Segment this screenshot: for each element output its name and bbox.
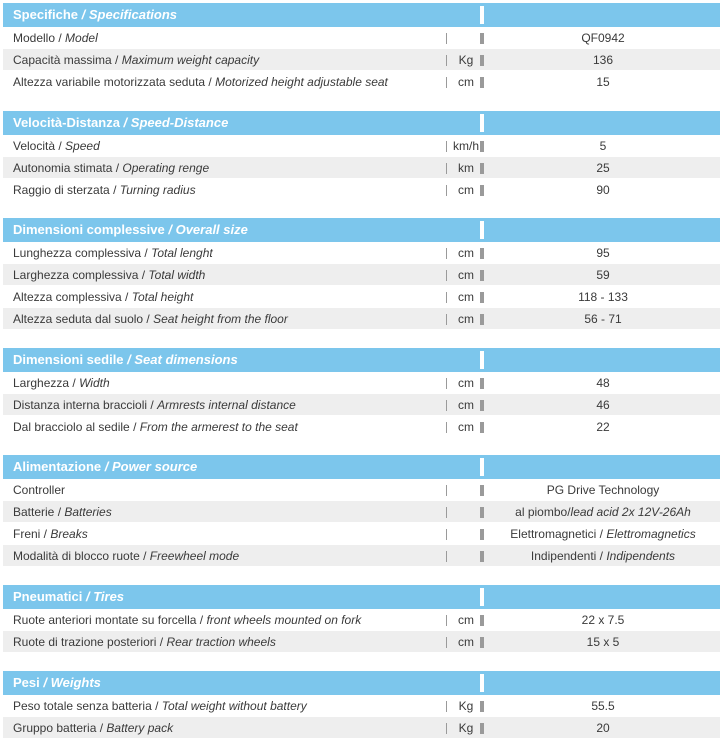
spec-label-en: Batteries: [64, 505, 112, 519]
spec-label-en: Width: [79, 376, 110, 390]
spec-value: [486, 695, 720, 717]
value-marker: [480, 551, 484, 562]
spec-value: [486, 49, 720, 71]
label-separator: /: [109, 183, 120, 197]
spec-value: [486, 27, 720, 49]
spec-value: [486, 71, 720, 93]
spec-value-main: 20: [596, 721, 610, 735]
section-title-it: Pesi: [13, 675, 40, 690]
spec-value: [486, 372, 720, 394]
section-title-en: Seat dimensions: [134, 352, 238, 367]
spec-section: [3, 348, 720, 438]
spec-value: [486, 286, 720, 308]
value-marker: [480, 77, 484, 88]
spec-value: [486, 609, 720, 631]
spec-label: [13, 523, 88, 545]
spec-value-main: 46: [596, 398, 610, 412]
spec-label: [13, 545, 239, 567]
spec-label-en: Seat height from the floor: [153, 312, 288, 326]
spec-unit: cm: [458, 398, 474, 412]
spec-value-main: Elettromagnetici /: [510, 527, 607, 541]
spec-label: [13, 416, 298, 438]
spec-label: [13, 135, 100, 157]
spec-unit: Kg: [458, 699, 474, 713]
spec-row: [3, 286, 720, 308]
value-marker: [480, 314, 484, 325]
label-separator: /: [205, 75, 216, 89]
spec-label: [13, 179, 196, 201]
spec-label-en: From the armerest to the seat: [139, 420, 298, 434]
spec-label-en: Turning radius: [119, 183, 196, 197]
value-marker: [480, 422, 484, 433]
spec-unit: cm: [458, 290, 474, 304]
spec-row: [3, 501, 720, 523]
spec-unit: cm: [458, 420, 474, 434]
spec-label: [13, 372, 110, 394]
spec-row: [3, 135, 720, 157]
spec-value-en: Indipendents: [606, 549, 676, 563]
spec-label-it: Peso totale senza batteria: [13, 699, 152, 713]
header-marker: [480, 674, 484, 692]
spec-unit: cm: [458, 312, 474, 326]
spec-label: [13, 631, 276, 653]
section-header: [3, 3, 720, 27]
spec-section: [3, 671, 720, 739]
spec-value-main: al piombo/: [515, 505, 571, 519]
header-marker: [480, 351, 484, 369]
label-separator: /: [138, 268, 149, 282]
label-separator: /: [196, 613, 207, 627]
spec-label-it: Controller: [13, 483, 66, 497]
spec-row: [3, 479, 720, 501]
spec-label-en: Total width: [148, 268, 206, 282]
value-marker: [480, 248, 484, 259]
spec-label: [13, 308, 288, 330]
spec-value: [486, 416, 720, 438]
spec-row: [3, 631, 720, 653]
spec-value-main: Indipendenti /: [530, 549, 607, 563]
spec-label: [13, 264, 205, 286]
spec-section: [3, 111, 720, 201]
spec-row: [3, 264, 720, 286]
label-separator: /: [69, 376, 80, 390]
spec-label-it: Autonomia stimata: [13, 161, 113, 175]
spec-section: [3, 218, 720, 330]
spec-label-it: Ruote anteriori montate su forcella: [13, 613, 197, 627]
section-title-en: Overall size: [175, 222, 248, 237]
value-marker: [480, 507, 484, 518]
spec-value: [486, 501, 720, 523]
spec-row: [3, 157, 720, 179]
spec-value-main: 55.5: [591, 699, 615, 713]
spec-row: [3, 27, 720, 49]
spec-row: [3, 717, 720, 739]
spec-label-en: Maximum weight capacity: [121, 53, 260, 67]
title-separator: /: [39, 675, 51, 690]
spec-value-main: 59: [596, 268, 610, 282]
spec-label-en: Total weight without battery: [161, 699, 307, 713]
spec-label-en: Model: [65, 31, 98, 45]
spec-unit: cm: [458, 635, 474, 649]
title-separator: /: [123, 352, 135, 367]
spec-row: [3, 609, 720, 631]
section-header: [3, 455, 720, 479]
spec-label-en: Armrests internal distance: [157, 398, 296, 412]
spec-value: [486, 264, 720, 286]
section-header: [3, 348, 720, 372]
section-header: [3, 218, 720, 242]
spec-label-en: front wheels mounted on fork: [206, 613, 362, 627]
spec-label-it: Batterie: [13, 505, 55, 519]
section-header: [3, 111, 720, 135]
spec-row: [3, 695, 720, 717]
spec-value-main: PG Drive Technology: [546, 483, 660, 497]
label-separator: /: [141, 246, 152, 260]
spec-unit: km/h: [452, 139, 479, 153]
spec-row: [3, 179, 720, 201]
spec-row: [3, 545, 720, 567]
spec-label: [13, 717, 173, 739]
spec-label: [13, 609, 361, 631]
spec-label: [13, 27, 98, 49]
spec-value-main: 56 - 71: [584, 312, 622, 326]
value-marker: [480, 400, 484, 411]
spec-value-main: QF0942: [581, 31, 625, 45]
spec-label-en: Operating renge: [122, 161, 210, 175]
spec-value: [486, 717, 720, 739]
spec-label-it: Raggio di sterzata: [13, 183, 110, 197]
section-header: [3, 671, 720, 695]
spec-value-main: 5: [599, 139, 607, 153]
spec-row: [3, 394, 720, 416]
spec-label-it: Dal bracciolo al sedile: [13, 420, 130, 434]
spec-label-en: Breaks: [50, 527, 88, 541]
label-separator: /: [139, 549, 150, 563]
header-marker: [480, 114, 484, 132]
spec-value-main: 22 x 7.5: [581, 613, 625, 627]
value-marker: [480, 163, 484, 174]
section-title-it: Specifiche: [13, 7, 79, 22]
label-separator: /: [151, 699, 162, 713]
unit-divider: [446, 33, 447, 44]
spec-value: [486, 631, 720, 653]
section-title-en: Specifications: [88, 7, 178, 22]
spec-unit: Kg: [458, 53, 474, 67]
spec-section: [3, 455, 720, 567]
spec-value: [486, 479, 720, 501]
spec-label-en: Battery pack: [106, 721, 174, 735]
spec-value: [486, 394, 720, 416]
spec-label-it: Freni: [13, 527, 41, 541]
spec-row: [3, 242, 720, 264]
spec-row: [3, 416, 720, 438]
spec-row: [3, 523, 720, 545]
header-marker: [480, 458, 484, 476]
section-header: [3, 585, 720, 609]
spec-value-main: 90: [596, 183, 610, 197]
spec-label: [13, 479, 65, 501]
spec-unit: km: [458, 161, 474, 175]
spec-label-en: Freewheel mode: [149, 549, 240, 563]
spec-unit: cm: [458, 268, 474, 282]
label-separator: /: [55, 31, 66, 45]
spec-value: [486, 545, 720, 567]
spec-value-en: lead acid 2x 12V-26Ah: [570, 505, 691, 519]
spec-unit: cm: [458, 246, 474, 260]
spec-label: [13, 157, 209, 179]
spec-label: [13, 71, 388, 93]
section-title-it: Alimentazione: [13, 459, 102, 474]
spec-label-en: Rear traction wheels: [166, 635, 276, 649]
spec-value-en: Elettromagnetics: [606, 527, 696, 541]
spec-value-main: 95: [596, 246, 610, 260]
section-title-it: Dimensioni complessive: [13, 222, 165, 237]
spec-label-en: Total height: [131, 290, 194, 304]
spec-label-it: Larghezza complessiva: [13, 268, 139, 282]
label-separator: /: [147, 398, 158, 412]
unit-divider: [446, 551, 447, 562]
value-marker: [480, 723, 484, 734]
label-separator: /: [111, 53, 122, 67]
spec-section: [3, 3, 720, 93]
spec-value-main: 118 - 133: [578, 290, 628, 304]
unit-divider: [446, 485, 447, 496]
header-marker: [480, 6, 484, 24]
title-separator: /: [101, 459, 112, 474]
section-title-en: Weights: [50, 675, 101, 690]
value-marker: [480, 33, 484, 44]
title-separator: /: [164, 222, 176, 237]
value-marker: [480, 55, 484, 66]
spec-value: [486, 308, 720, 330]
header-marker: [480, 221, 484, 239]
spec-unit: cm: [458, 75, 474, 89]
value-marker: [480, 701, 484, 712]
spec-label-en: Motorized height adjustable seat: [215, 75, 388, 89]
value-marker: [480, 637, 484, 648]
spec-value: [486, 135, 720, 157]
spec-label-en: Total lenght: [151, 246, 213, 260]
spec-label-it: Altezza complessiva: [13, 290, 122, 304]
value-marker: [480, 615, 484, 626]
section-title-en: Speed-Distance: [130, 115, 229, 130]
spec-section: [3, 585, 720, 653]
spec-label-it: Gruppo batteria: [13, 721, 97, 735]
value-marker: [480, 485, 484, 496]
label-separator: /: [112, 161, 123, 175]
spec-label: [13, 394, 296, 416]
value-marker: [480, 292, 484, 303]
label-separator: /: [96, 721, 107, 735]
spec-label-it: Capacità massima: [13, 53, 112, 67]
title-separator: /: [78, 7, 89, 22]
value-marker: [480, 529, 484, 540]
spec-label-it: Modello: [13, 31, 56, 45]
spec-value: [486, 523, 720, 545]
spec-value-main: 25: [596, 161, 610, 175]
spec-label-it: Distanza interna braccioli: [13, 398, 148, 412]
spec-row: [3, 308, 720, 330]
spec-label-it: Lunghezza complessiva: [13, 246, 142, 260]
spec-value-main: 15 x 5: [586, 635, 620, 649]
spec-unit: cm: [458, 613, 474, 627]
spec-label-it: Modalità di blocco ruote: [13, 549, 140, 563]
spec-value: [486, 157, 720, 179]
title-separator: /: [82, 589, 94, 604]
label-separator: /: [54, 505, 65, 519]
spec-unit: Kg: [458, 721, 474, 735]
spec-value-main: 48: [596, 376, 610, 390]
value-marker: [480, 141, 484, 152]
section-title-it: Velocità-Distanza: [13, 115, 120, 130]
section-title-it: Dimensioni sedile: [13, 352, 124, 367]
section-title-it: Pneumatici: [13, 589, 83, 604]
value-marker: [480, 378, 484, 389]
spec-unit: cm: [458, 376, 474, 390]
value-marker: [480, 185, 484, 196]
spec-value-main: 22: [596, 420, 610, 434]
section-title-en: Tires: [93, 589, 125, 604]
spec-value-main: 15: [596, 75, 610, 89]
value-marker: [480, 270, 484, 281]
spec-label-it: Larghezza: [13, 376, 70, 390]
label-separator: /: [129, 420, 140, 434]
spec-label-it: Ruote di trazione posteriori: [13, 635, 157, 649]
spec-value: [486, 242, 720, 264]
section-title-en: Power source: [111, 459, 198, 474]
label-separator: /: [156, 635, 167, 649]
spec-row: [3, 71, 720, 93]
spec-value-main: 136: [592, 53, 614, 67]
spec-row: [3, 49, 720, 71]
spec-label: [13, 286, 193, 308]
spec-label-it: Altezza variabile motorizzata seduta: [13, 75, 206, 89]
spec-label: [13, 501, 112, 523]
title-separator: /: [119, 115, 131, 130]
unit-divider: [446, 529, 447, 540]
spec-label: [13, 242, 213, 264]
spec-label: [13, 695, 307, 717]
spec-unit: cm: [458, 183, 474, 197]
label-separator: /: [143, 312, 154, 326]
header-marker: [480, 588, 484, 606]
spec-row: [3, 372, 720, 394]
unit-divider: [446, 507, 447, 518]
spec-value: [486, 179, 720, 201]
spec-label-en: Speed: [65, 139, 100, 153]
spec-label-it: Velocità: [13, 139, 56, 153]
spec-label-it: Altezza seduta dal suolo: [13, 312, 144, 326]
spec-label: [13, 49, 259, 71]
label-separator: /: [121, 290, 132, 304]
label-separator: /: [55, 139, 66, 153]
label-separator: /: [40, 527, 51, 541]
